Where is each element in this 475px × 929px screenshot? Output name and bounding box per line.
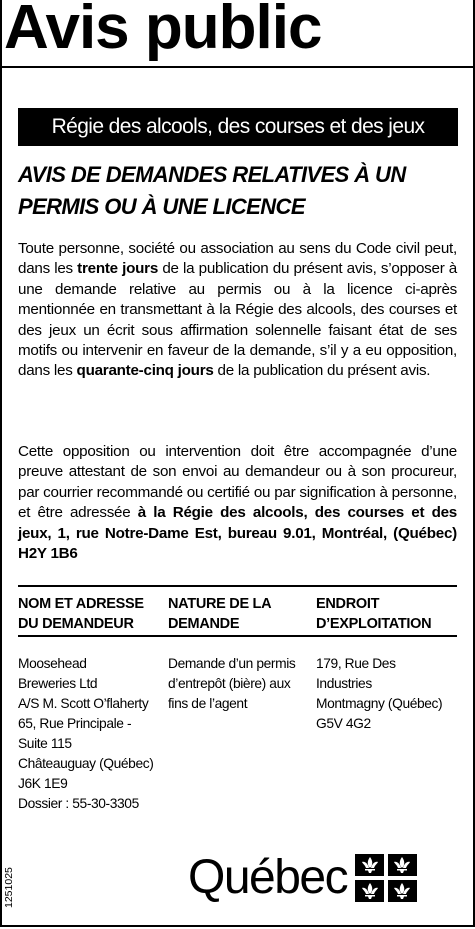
submission-paragraph — [18, 442, 457, 564]
cell-line: d’entrepôt (bière) aux — [168, 676, 291, 691]
cell-line: Breweries Ltd — [18, 676, 98, 691]
cell-line: G5V 4G2 — [316, 716, 371, 731]
agency-banner — [18, 108, 458, 146]
table-header-rule — [18, 635, 457, 637]
para2-text-1: Cette opposition ou intervention doit être accompagnée d’une preuve attestant de son envoi au demandeur ou à son procureur, par courrier recommandé ou certifié ou par signification à personne, et être adressée — [18, 443, 457, 522]
fleur-de-lis-icon — [391, 856, 413, 874]
para2-address: à la Régie des alcools, des courses et des jeux, 1, rue Notre-Dame Est, bureau 9.01, Montréal, (Québec) H2Y 1B6 — [18, 504, 458, 563]
fleur-de-lis-icon — [359, 856, 381, 874]
header-line: DU DEMANDEUR — [18, 616, 134, 632]
cell-line: J6K 1E9 — [18, 776, 68, 791]
header-line: NOM ET ADRESSE — [18, 596, 144, 612]
table-header-location — [316, 594, 458, 634]
cell-line: Moosehead — [18, 656, 87, 671]
cell-line: fins de l’agent — [168, 696, 248, 711]
table-header-applicant — [18, 594, 166, 634]
table-header-request — [168, 594, 312, 634]
cell-line: Suite 115 — [18, 736, 72, 751]
fleur-de-lis-icon — [359, 882, 381, 900]
para1-text-1: Toute personne, société ou association au sens du Code civil peut, dans les — [18, 240, 457, 278]
header-divider — [0, 66, 475, 68]
opposition-paragraph — [18, 239, 457, 382]
notice-heading-line1: AVIS DE DEMANDES RELATIVES À UN — [18, 162, 406, 187]
table-top-rule — [18, 585, 457, 587]
header-line: NATURE DE LA — [168, 596, 272, 612]
para1-bold-1: trente jours — [77, 260, 159, 278]
para1-bold-2: quarante-cinq jours — [76, 362, 214, 380]
header-line: DEMANDE — [168, 616, 240, 632]
table-cell-applicant — [18, 654, 166, 814]
para1-text-2: de la publication du présent avis, s’opposer à une demande relative au permis ou à la licence ci-après mentionnée en transmettant à la Régie des alcools, des courses et des jeux un écrit sous affirmation solennelle faisant état de ses motifs ou intervenir en faveur de la demande, s’il y a eu opposition, dans les — [18, 260, 457, 380]
cell-line: A/S M. Scott O’flaherty — [18, 696, 149, 711]
table-cell-location — [316, 654, 458, 734]
header-line: D’EXPLOITATION — [316, 616, 432, 632]
header-line: ENDROIT — [316, 596, 380, 612]
page-title: Avis public — [4, 0, 322, 62]
cell-line: Châteauguay (Québec) — [18, 756, 154, 771]
cell-line: 65, Rue Principale - — [18, 716, 132, 731]
fleur-de-lis-icon — [391, 882, 413, 900]
quebec-logo — [188, 848, 417, 908]
notice-heading — [18, 159, 458, 223]
table-cell-request — [168, 654, 312, 714]
cell-line: Demande d’un permis — [168, 656, 296, 671]
agency-name: Régie des alcools, des courses et des jeux — [51, 115, 425, 138]
cell-line: Montmagny (Québec) — [316, 696, 443, 711]
cell-line: Dossier : 55-30-3305 — [18, 796, 139, 811]
cell-line: Industries — [316, 676, 372, 691]
notice-heading-line2: PERMIS OU À UNE LICENCE — [18, 194, 305, 219]
para1-text-3: de la publication du présent avis. — [213, 362, 431, 380]
quebec-flag-icon — [355, 854, 417, 902]
quebec-wordmark: Québec — [188, 851, 348, 904]
cell-line: 179, Rue Des — [316, 656, 396, 671]
reference-code: 1251025 — [3, 867, 15, 908]
